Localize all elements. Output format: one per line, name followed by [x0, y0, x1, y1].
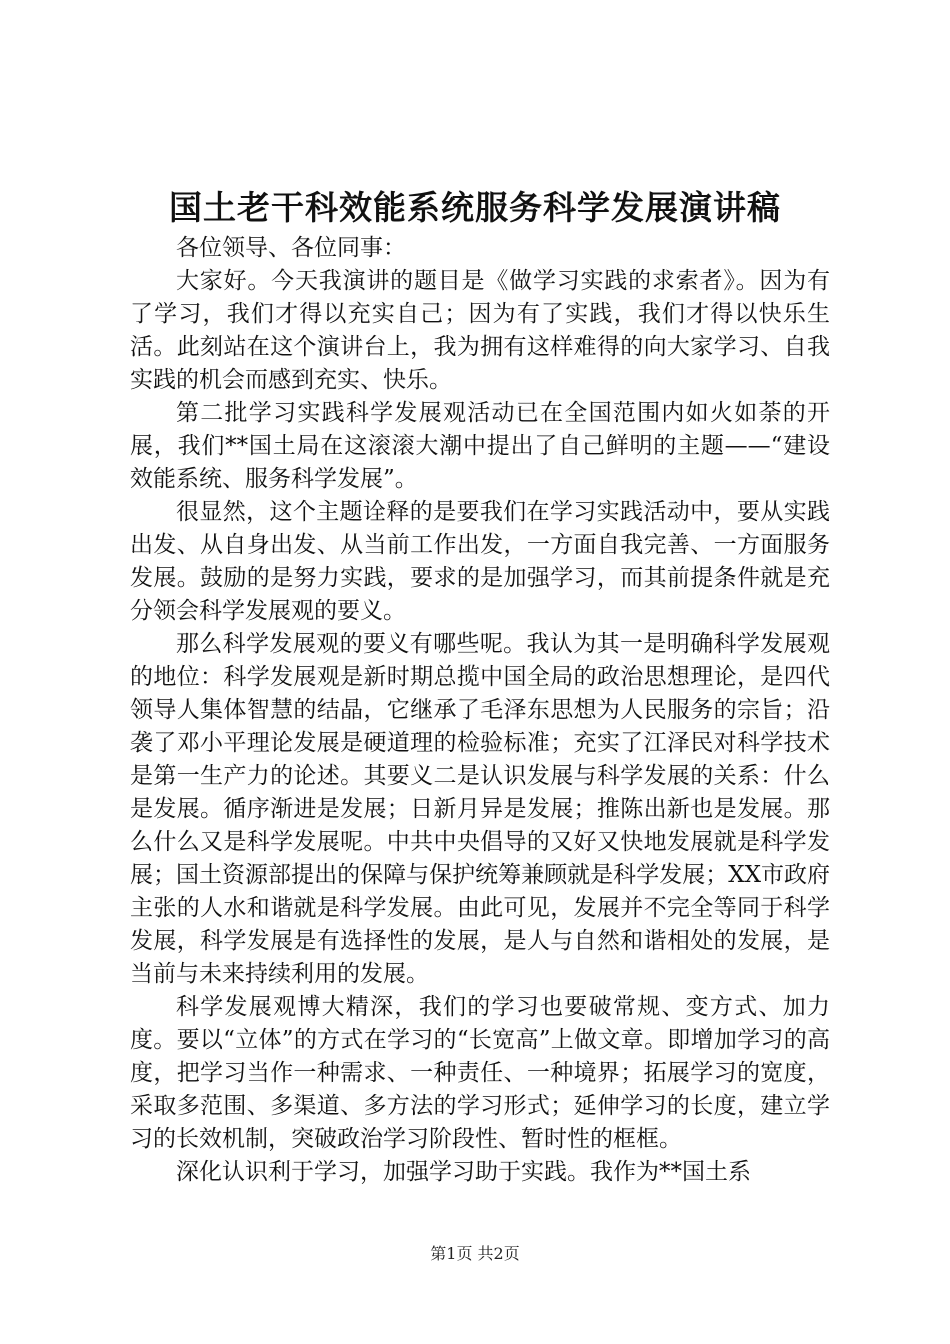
- paragraph: 深化认识利于学习，加强学习助于实践。我作为**国土系: [176, 1159, 751, 1185]
- paragraph: 大家好。今天我演讲的题目是《做学习实践的求索者》。因为有了学习，我们才得以充实自己；因为有了实践，我们才得以快乐生活。此刻站在这个演讲台上，我为拥有这样难得的向大家学习、自我实践的机会而感到充实、快乐。: [130, 268, 830, 393]
- document-body: [130, 232, 830, 1189]
- paragraph: 很显然，这个主题诠释的是要我们在学习实践活动中，要从实践出发、从自身出发、从当前工作出发，一方面自我完善、一方面服务发展。鼓励的是努力实践，要求的是加强学习，而其前提条件就是充分领会科学发展观的要义。: [130, 499, 830, 624]
- page-number-footer: 第1页 共2页: [430, 1244, 520, 1263]
- paragraph: 科学发展观博大精深，我们的学习也要破常规、变方式、加力度。要以“立体”的方式在学习的“长宽高”上做文章。即增加学习的高度，把学习当作一种需求、一种责任、一种境界；拓展学习的宽度，采取多范围、多渠道、多方法的学习形式；延伸学习的长度，建立学习的长效机制，突破政治学习阶段性、暂时性的框框。: [130, 994, 830, 1152]
- paragraph: 第二批学习实践科学发展观活动已在全国范围内如火如荼的开展，我们**国土局在这滚滚大潮中提出了自己鲜明的主题——“建设效能系统、服务科学发展”。: [130, 400, 830, 492]
- paragraph: 那么科学发展观的要义有哪些呢。我认为其一是明确科学发展观的地位：科学发展观是新时期总揽中国全局的政治思想理论，是四代领导人集体智慧的结晶，它继承了毛泽东思想为人民服务的宗旨；沿袭了邓小平理论发展是硬道理的检验标准；充实了江泽民对科学技术是第一生产力的论述。其要义二是认识发展与科学发展的关系：什么是发展。循序渐进是发展；日新月异是发展；推陈出新也是发展。那么什么又是科学发展呢。中共中央倡导的又好又快地发展就是科学发展；国土资源部提出的保障与保护统筹兼顾就是科学发展；XX市政府主张的人水和谐就是科学发展。由此可见，发展并不完全等同于科学发展，科学发展是有选择性的发展，是人与自然和谐相处的发展，是当前与未来持续利用的发展。: [130, 631, 830, 987]
- document-title: 国土老干科效能系统服务科学发展演讲稿: [169, 188, 781, 227]
- paragraph-salutation: 各位领导、各位同事：: [176, 235, 406, 261]
